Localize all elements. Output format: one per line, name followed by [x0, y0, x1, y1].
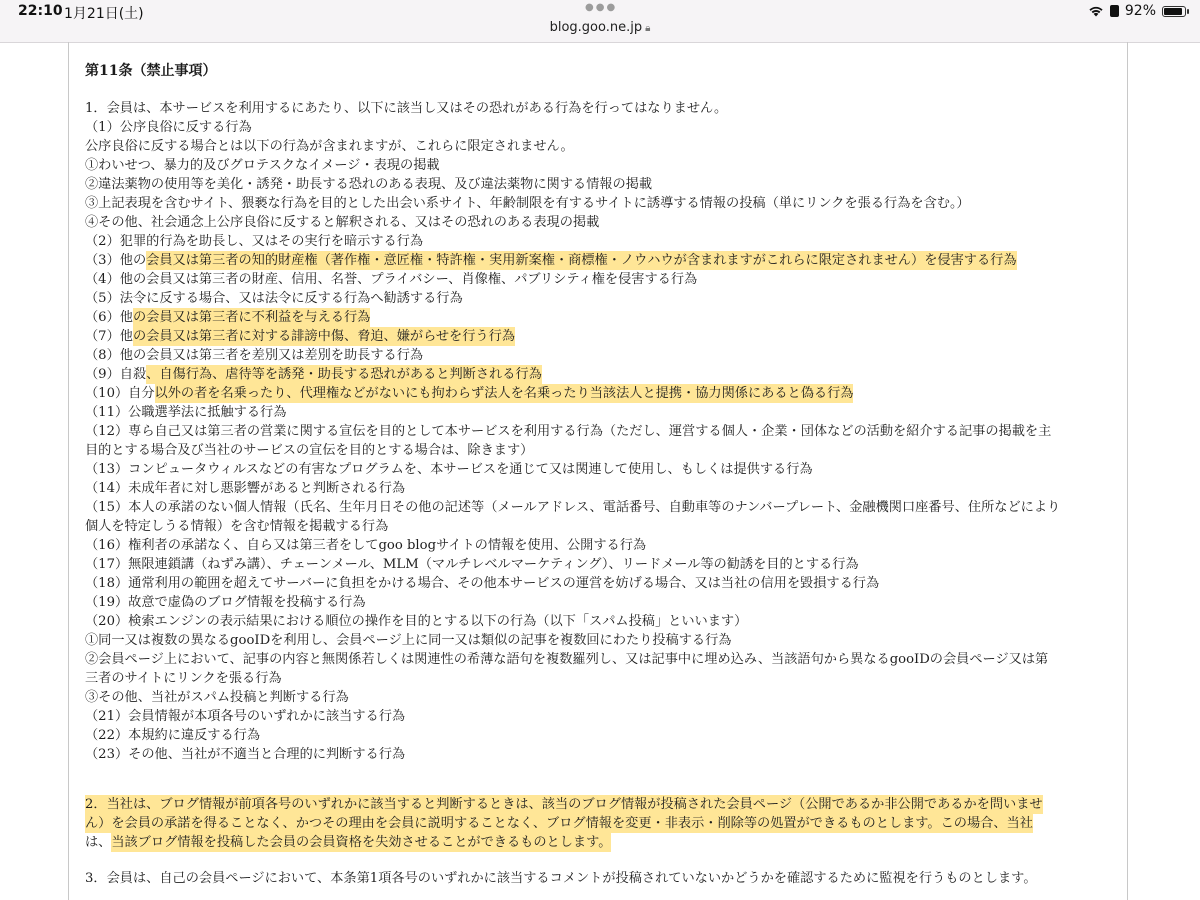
status-indicators	[1088, 3, 1186, 19]
line-text: （10）自分	[85, 386, 155, 401]
article-line: （16）権利者の承諾なく、自ら又は第三者をしてgoo blogサイトの情報を使用、公開する行為	[85, 538, 647, 553]
article-line: （19）故意で虚偽のブログ情報を投稿する行為	[85, 595, 366, 610]
highlighter-mark: の会員又は第三者に対する誹謗中傷、脅迫、嫌がらせを行う行為	[132, 329, 515, 344]
article-line: （21）会員情報が本項各号のいずれかに該当する行為	[85, 709, 406, 724]
highlighter-mark: 、自傷行為、虐待等を誘発・助長する恐れがあると判断される行為	[146, 367, 542, 382]
article-line: 個人を特定しうる情報）を含む情報を掲載する行為	[85, 519, 389, 534]
article-line	[85, 308, 370, 327]
highlighter-mark: ん）を会員の承諾を得ることなく、かつその理由を会員に説明することなく、ブログ情報を変更・非表示・削除等の処置ができるものとします。この場合、当社	[85, 816, 1033, 831]
url-text[interactable]: blog.goo.ne.jp	[549, 20, 643, 35]
article-line: ②違法薬物の使用等を美化・誘発・助長する恐れのある表現、及び違法薬物に関する情報の掲載	[85, 177, 653, 192]
line-text: （7）他	[85, 329, 133, 344]
article-line	[85, 327, 515, 346]
highlighter-mark: 会員又は第三者の知的財産権（著作権・意匠権・特許権・実用新案権・商標権・ノウハウが含まれますがこれらに限定されません）を侵害する行為	[146, 253, 1017, 268]
article-line: ③その他、当社がスパム投稿と判断する行為	[85, 690, 349, 705]
article-line: （15）本人の承諾のない個人情報（氏名、生年月日その他の記述等（メールアドレス、電話番号、自動車等のナンバープレート、金融機関口座番号、住所などにより	[85, 500, 1061, 515]
line-text: は、	[85, 835, 112, 850]
article-line: （13）コンピュータウィルスなどの有害なプログラムを、本サービスを通じて又は関連して使用し、もしくは提供する行為	[85, 462, 813, 477]
article-line: （23）その他、当社が不適当と合理的に判断する行為	[85, 747, 406, 762]
highlighter-mark: 当該ブログ情報を投稿した会員の会員資格を失効させることができるものとします。	[111, 835, 612, 850]
article-line: （17）無限連鎖講（ねずみ講）、チェーンメール、MLM（マルチレベルマーケティング）、リードメール等の勧誘を目的とする行為	[85, 557, 859, 572]
article-line: （5）法令に反する場合、又は法令に反する行為へ勧誘する行為	[85, 291, 463, 306]
article-line: （18）通常利用の範囲を超えてサーバーに負担をかける場合、その他本サービスの運営を妨げる場合、又は当社の信用を毀損する行為	[85, 576, 880, 591]
pilot-icon	[1110, 5, 1119, 17]
article-line	[85, 795, 1043, 814]
article-line	[85, 814, 1033, 833]
article-line: 公序良俗に反する場合とは以下の行為が含まれますが、これらに限定されません。	[85, 139, 574, 154]
article-line: 目的とする場合及び当社のサービスの宣伝を目的とする場合は、除きます）	[85, 443, 534, 458]
article-content	[68, 42, 1128, 900]
article-line: ①同一又は複数の異なるgooIDを利用し、会員ページ上に同一又は類似の記事を複数回にわたり投稿する行為	[85, 633, 732, 648]
article-line	[85, 365, 542, 384]
article-line: 3．会員は、自己の会員ページにおいて、本条第1項各号のいずれかに該当するコメントが投稿されていないかどうかを確認するために監視を行うものとします。	[85, 871, 1037, 886]
article-line: （8）他の会員又は第三者を差別又は差別を助長する行為	[85, 348, 424, 363]
article-line: 1．会員は、本サービスを利用するにあたり、以下に該当し又はその恐れがある行為を行ってはなりません。	[85, 101, 728, 116]
status-bar	[0, 0, 1200, 43]
article-line: （20）検索エンジンの表示結果における順位の操作を目的とする以下の行為（以下「スパム投稿」といいます）	[85, 614, 748, 629]
article-line: （1）公序良俗に反する行為	[85, 120, 252, 135]
article-line: （11）公職選挙法に抵触する行為	[85, 405, 287, 420]
article-line: ③上記表現を含むサイト、猥褻な行為を目的とした出会い系サイト、年齢制限を有するサイトに誘導する情報の投稿（単にリンクを張る行為を含む。）	[85, 196, 970, 211]
highlighter-mark: の会員又は第三者に不利益を与える行為	[132, 310, 371, 325]
article-line: （4）他の会員又は第三者の財産、信用、名誉、プライバシー、肖像権、パブリシティ権を侵害する行為	[85, 272, 698, 287]
line-text: （3）他の	[85, 253, 147, 268]
battery-icon	[1162, 6, 1186, 17]
line-text: （9）自殺	[85, 367, 147, 382]
article-title: 第11条（禁止事項）	[85, 63, 217, 79]
address-bar[interactable]	[0, 20, 1200, 35]
article-line: 三者のサイトにリンクを張る行為	[85, 671, 282, 686]
article-line: ④その他、社会通念上公序良俗に反すると解釈される、又はその恐れのある表現の掲載	[85, 215, 600, 230]
line-text: （6）他	[85, 310, 133, 325]
battery-percent: 92%	[1124, 3, 1156, 19]
highlighter-mark: 2．当社は、ブログ情報が前項各号のいずれかに該当すると判断するときは、該当のブログ情報が投稿された会員ページ（公開であるか非公開であるかを問いませ	[85, 797, 1043, 812]
article-line: （12）専ら自己又は第三者の営業に関する宣伝を目的として本サービスを利用する行為（ただし、運営する個人・企業・団体などの活動を紹介する記事の掲載を主	[85, 424, 1052, 439]
article-line	[85, 251, 1017, 270]
article-line: ①わいせつ、暴力的及びグロテスクなイメージ・表現の掲載	[85, 158, 440, 173]
article-line: （14）未成年者に対し悪影響があると判断される行為	[85, 481, 406, 496]
lock-icon: 🔒︎	[645, 23, 651, 34]
article-line	[85, 384, 853, 403]
article-line: （2）犯罪的行為を助長し、又はその実行を暗示する行為	[85, 234, 424, 249]
status-time: 22:10	[18, 3, 63, 19]
article-line: （22）本規約に違反する行為	[85, 728, 261, 743]
highlighter-mark: 以外の者を名乗ったり、代理権などがないにも拘わらず法人を名乗ったり当該法人と提携・協力関係にあると偽る行為	[154, 386, 854, 401]
multitasking-dots-icon[interactable]: ●●●	[585, 2, 618, 13]
article-line	[85, 833, 611, 852]
article-line: ②会員ページ上において、記事の内容と無関係若しくは関連性の希薄な語句を複数羅列し、又は記事中に埋め込み、当該語句から異なるgooIDの会員ページ又は第	[85, 652, 1049, 667]
battery-level	[1164, 8, 1182, 15]
wifi-icon	[1088, 5, 1104, 17]
status-date: 1月21日(土)	[64, 6, 144, 22]
